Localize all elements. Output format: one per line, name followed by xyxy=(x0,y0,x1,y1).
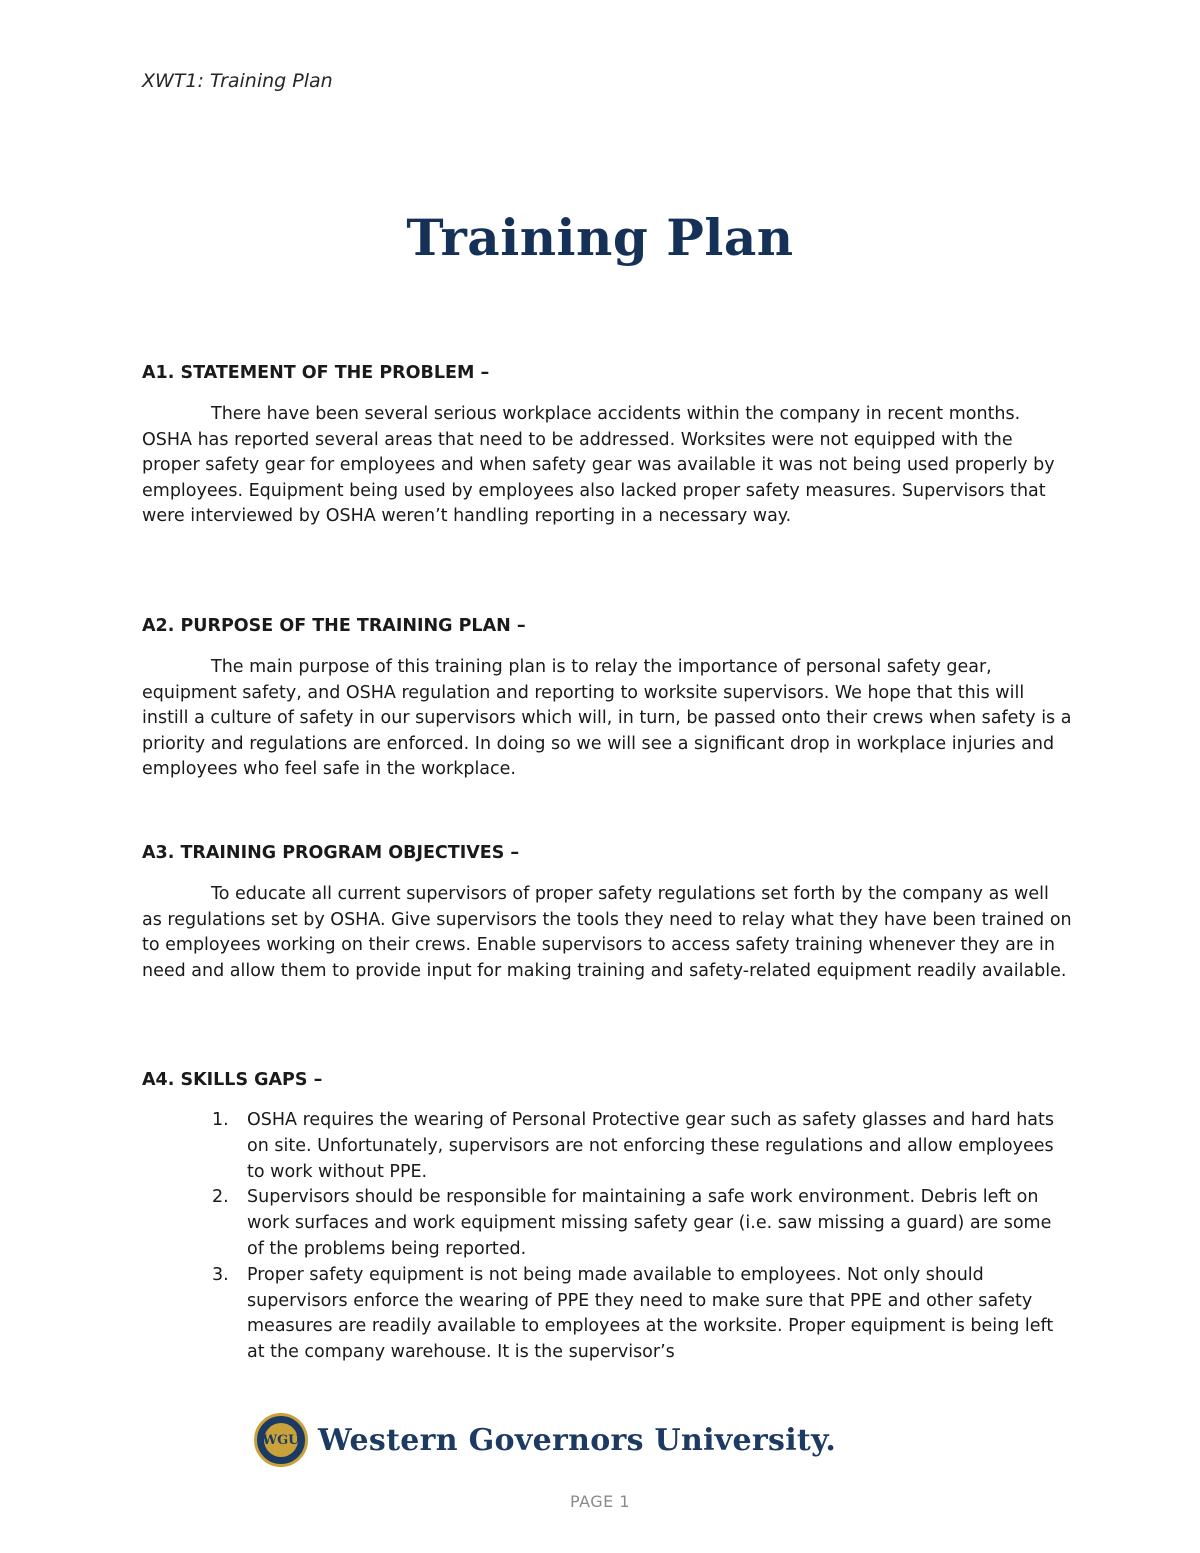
university-seal-icon xyxy=(254,1413,308,1467)
running-header: XWT1: Training Plan xyxy=(142,70,333,92)
section-paragraph: There have been several serious workplace accidents within the company in recent months. OSHA has reported several areas that need to be addressed. Worksites were not equipped with the proper safety gear for employees and when safety gear was available it was not being used properly by employees. Equipment being used by employees also lacked proper safety measures. Supervisors that were interviewed by OSHA weren’t handling reporting in a necessary way. xyxy=(142,404,1055,527)
seal-monogram: WGU xyxy=(264,1423,298,1457)
section-a1 xyxy=(142,361,1072,530)
list-item-number: 2. xyxy=(212,1187,229,1208)
section-heading: A1. STATEMENT OF THE PROBLEM – xyxy=(142,363,490,383)
list-item-text: Proper safety equipment is not being made available to employees. Not only should supervisors enforce the wearing of PPE they need to make sure that PPE and other safety measures are readily available to employees at the worksite. Proper equipment is being left at the company warehouse. It is the supervisor’s xyxy=(247,1264,1054,1363)
section-heading: A3. TRAINING PROGRAM OBJECTIVES – xyxy=(142,843,520,863)
section-paragraph: The main purpose of this training plan is to relay the importance of personal safety gear, equipment safety, and OSHA regulation and reporting to worksite supervisors. We hope that this will instill a culture of safety in our supervisors which will, in turn, be passed onto their crews when safety is a priority and regulations are enforced. In doing so we will see a significant drop in workplace injuries and employees who feel safe in the workplace. xyxy=(142,657,1072,780)
list-item-text: OSHA requires the wearing of Personal Protective gear such as safety glasses and hard hats on site. Unfortunately, supervisors are not enforcing these regulations and allow employees to work without PPE. xyxy=(247,1110,1055,1182)
section-paragraph: To educate all current supervisors of proper safety regulations set forth by the company as well as regulations set by OSHA. Give supervisors the tools they need to relay what they have been trained on to employees working on their crews. Enable supervisors to access safety training whenever they are in need and allow them to provide input for making training and safety-related equipment readily available. xyxy=(142,884,1072,981)
section-a2 xyxy=(142,614,1072,783)
list-item-text: Supervisors should be responsible for maintaining a safe work environment. Debris left on work surfaces and work equipment missing safety gear (i.e. saw missing a guard) are some of the problems being reported. xyxy=(247,1187,1052,1259)
wgu-logo xyxy=(254,1410,914,1470)
document-title: Training Plan xyxy=(406,208,794,267)
section-a4 xyxy=(142,1068,1072,1366)
list-item-number: 3. xyxy=(212,1264,229,1285)
list-item xyxy=(142,1185,1072,1262)
page-number: PAGE 1 xyxy=(569,1492,631,1511)
list-item xyxy=(142,1263,1072,1366)
university-wordmark: Western Governors University. xyxy=(318,1422,837,1458)
section-heading: A2. PURPOSE OF THE TRAINING PLAN – xyxy=(142,616,526,636)
section-heading: A4. SKILLS GAPS – xyxy=(142,1070,323,1090)
section-a3 xyxy=(142,841,1072,984)
list-item-number: 1. xyxy=(212,1110,229,1130)
skills-gaps-list xyxy=(142,1108,1072,1366)
list-item xyxy=(142,1108,1072,1185)
